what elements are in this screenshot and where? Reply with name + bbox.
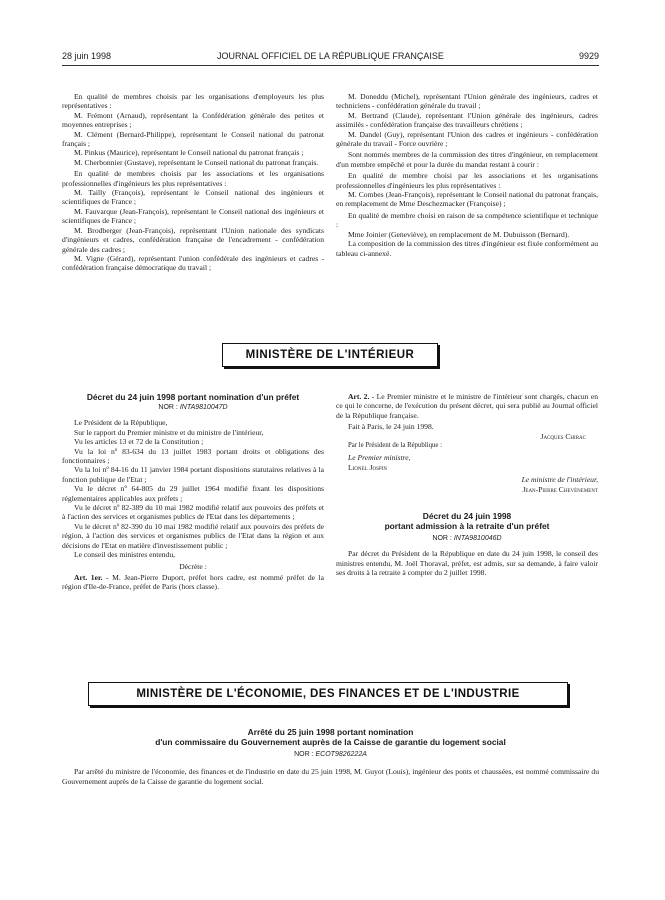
signature-president: Jacques Chirac bbox=[540, 431, 586, 441]
paragraph: M. Vigne (Gérard), représentant l'union confédérale des ingénieurs et cadres - confédération française démocratique du travail ; bbox=[62, 253, 324, 273]
minister-name: Jean-Pierre Chevènement bbox=[522, 484, 598, 494]
done-at: Fait à Paris, le 24 juin 1998. bbox=[348, 422, 434, 432]
paragraph: En qualité de membres choisis par les associations et les organisations professionnelles d'ingénieurs les plus représentatives : bbox=[62, 169, 324, 188]
decree2-title-line2: portant admission à la retraite d'un préfet bbox=[384, 521, 550, 532]
nor-code: INTA9810047D bbox=[179, 404, 228, 411]
nor-label: NOR : bbox=[294, 751, 314, 758]
page-header bbox=[62, 51, 599, 66]
paragraph: Vu le décret nº 82-389 du 10 mai 1982 modifié relatif aux pouvoirs des préfets et à l'action des services et organismes publics de l'Etat dans les départements ; bbox=[62, 503, 324, 522]
paragraph: M. Tailly (François), représentant le Conseil national des ingénieurs et scientifiques de France ; bbox=[62, 188, 324, 207]
decree2-text: Par décret du Président de la République en date du 24 juin 1998, le conseil des ministres entendu, M. Joël Thoraval, préfet, est admis, sur sa demande, à faire valoir ses droits à la retraite à compter du 2 juillet 1998. bbox=[336, 549, 598, 578]
paragraph: M. Fauvarque (Jean-François), représentant le Conseil national des ingénieurs et scientifiques de France ; bbox=[62, 206, 324, 226]
nor-code: ECOT9826222A bbox=[315, 751, 367, 758]
paragraph: En qualité de membre choisi par les associations et les organisations professionnelles d'ingénieurs les plus représentatives : bbox=[336, 171, 598, 190]
paragraph: Mme Joinier (Geneviève), en remplacement de M. Dubuisson (Bernard). bbox=[348, 229, 570, 239]
article-1-label: Art. 1er. bbox=[74, 572, 103, 582]
header-date: 28 juin 1998 bbox=[62, 51, 112, 61]
paragraph: Le conseil des ministres entendu, bbox=[74, 550, 176, 560]
ministry-economy-title: MINISTÈRE DE L'ÉCONOMIE, DES FINANCES ET DE L'INDUSTRIE bbox=[136, 688, 520, 700]
decree3-title-line2: d'un commissaire du Gouvernement auprès de la Caisse de garantie du logement social bbox=[155, 737, 506, 747]
paragraph: M. Frémont (Arnaud), représentant la Confédération générale des petites et moyennes entreprises ; bbox=[62, 110, 324, 130]
paragraph: En qualité de membres choisis par les organisations d'employeurs les plus représentatives : bbox=[62, 92, 324, 111]
paragraph: M. Clément (Bernard-Philippe), représentant le Conseil national du patronat français ; bbox=[62, 129, 324, 149]
paragraph: En qualité de membre choisi en raison de sa compétence scientifique et technique : bbox=[336, 210, 598, 230]
pm-title bbox=[336, 453, 598, 462]
paragraph: Vu le décret nº 64-805 du 29 juillet 1964 modifié fixant les dispositions réglementaires applicables aux préfets ; bbox=[62, 484, 324, 503]
article-2-text: - Le Premier ministre et le ministre de l'intérieur sont chargés, chacun en ce qui le concerne, de l'exécution du présent décret, qui sera publié au Journal officiel de la République française. bbox=[336, 392, 598, 420]
decree2-title-line1: Décret du 24 juin 1998 bbox=[422, 511, 512, 522]
article-2-label: Art. 2. bbox=[348, 392, 370, 401]
ministry-economy-banner bbox=[88, 682, 568, 706]
by-president: Par le Président de la République : bbox=[348, 442, 443, 450]
pm-title-text: Le Premier ministre, bbox=[348, 453, 411, 463]
decree2-nor bbox=[336, 534, 598, 543]
paragraph: Vu la loi nº 83-634 du 13 juillet 1983 portant droits et obligations des fonctionnaires ; bbox=[62, 446, 324, 466]
paragraph: M. Bertrand (Claude), représentant l'Union générale des ingénieurs, cadres assimilés - confédération française des travailleurs chrétiens ; bbox=[336, 110, 598, 130]
paragraph: Le Président de la République, bbox=[74, 418, 168, 428]
article-1 bbox=[62, 573, 324, 592]
decree3-title-line1: Arrêté du 25 juin 1998 portant nomination bbox=[247, 727, 414, 737]
paragraph: M. Pinkus (Maurice), représentant le Conseil national du patronat français ; bbox=[74, 148, 304, 158]
paragraph: Vu les articles 13 et 72 de la Constitution ; bbox=[74, 437, 204, 447]
decree1-nor bbox=[62, 403, 324, 412]
ministry-interior-title: MINISTÈRE DE L'INTÉRIEUR bbox=[245, 349, 415, 361]
decree1-right-column bbox=[336, 392, 598, 578]
header-title: JOURNAL OFFICIEL DE LA RÉPUBLIQUE FRANÇAISE bbox=[217, 51, 444, 61]
decree1-title: Décret du 24 juin 1998 portant nomination d'un préfet bbox=[86, 392, 300, 402]
paragraph: Sont nommés membres de la commission des titres d'ingénieur, en remplacement d'un membre empêché et pour la durée du mandat restant à courir : bbox=[336, 150, 598, 169]
article-1-text: - M. Jean-Pierre Duport, préfet hors cadre, est nommé préfet de la région d'Ile-de-France, préfet de Paris (hors classe). bbox=[62, 572, 324, 592]
paragraph: Vu le décret nº 82-390 du 10 mai 1982 modifié relatif aux pouvoirs des préfets de région, à l'action des services et organismes publics de l'Etat dans la région et aux décisions de l'Etat en matière d'investissement public ; bbox=[62, 521, 324, 550]
header-page-number: 9929 bbox=[578, 51, 599, 61]
paragraph: M. Doneddu (Michel), représentant l'Union générale des ingénieurs, cadres et techniciens - confédération générale du travail ; bbox=[336, 92, 598, 111]
top-right-column bbox=[336, 92, 598, 258]
minister-title bbox=[336, 475, 598, 484]
decree1-left-column bbox=[62, 392, 324, 592]
paragraph: M. Combes (Jean-François), représentant le Conseil national du patronat français, en remplacement de Mme Deschezmacker (Françoise) ; bbox=[336, 190, 598, 209]
nor-code: INTA9810046D bbox=[453, 535, 502, 543]
paragraph: Sur le rapport du Premier ministre et du ministre de l'intérieur, bbox=[74, 427, 264, 437]
paragraph: M. Cherbonnier (Gustave), représentant le Conseil national du patronat français. bbox=[74, 157, 319, 167]
paragraph: M. Dandel (Guy), représentant l'Union des cadres et ingénieurs - confédération générale du travail - Force ouvrière ; bbox=[336, 129, 598, 149]
article-2 bbox=[336, 392, 598, 420]
decree3-text: Par arrêté du ministre de l'économie, des finances et de l'industrie en date du 25 juin 1998, M. Guyot (Louis), ingénieur des ponts et chaussées, est nommé commissaire du Gouvernement auprès de la Caisse de garantie du logement social. bbox=[62, 767, 599, 786]
top-left-column bbox=[62, 92, 324, 273]
minister-title-text: Le ministre de l'intérieur, bbox=[521, 475, 598, 485]
pm-name: Lionel Jospin bbox=[348, 462, 387, 472]
decree3-block bbox=[62, 727, 599, 786]
decrete-line: Décrète : bbox=[179, 561, 207, 571]
decree3-nor bbox=[62, 750, 599, 759]
paragraph: La composition de la commission des titres d'ingénieur est fixée conformément au tableau ci-annexé. bbox=[336, 239, 598, 258]
ministry-interior-banner bbox=[222, 343, 438, 367]
nor-label: NOR : bbox=[432, 535, 452, 543]
paragraph: Vu la loi nº 84-16 du 11 janvier 1984 portant dispositions statutaires relatives à la fonction publique de l'Etat ; bbox=[62, 465, 324, 484]
paragraph: M. Brodberger (Jean-François), représentant l'Union nationale des syndicats d'ingénieurs et cadres, confédération française de l'encadrement - confédération générale des cadres ; bbox=[62, 225, 324, 254]
nor-label: NOR : bbox=[158, 404, 178, 411]
